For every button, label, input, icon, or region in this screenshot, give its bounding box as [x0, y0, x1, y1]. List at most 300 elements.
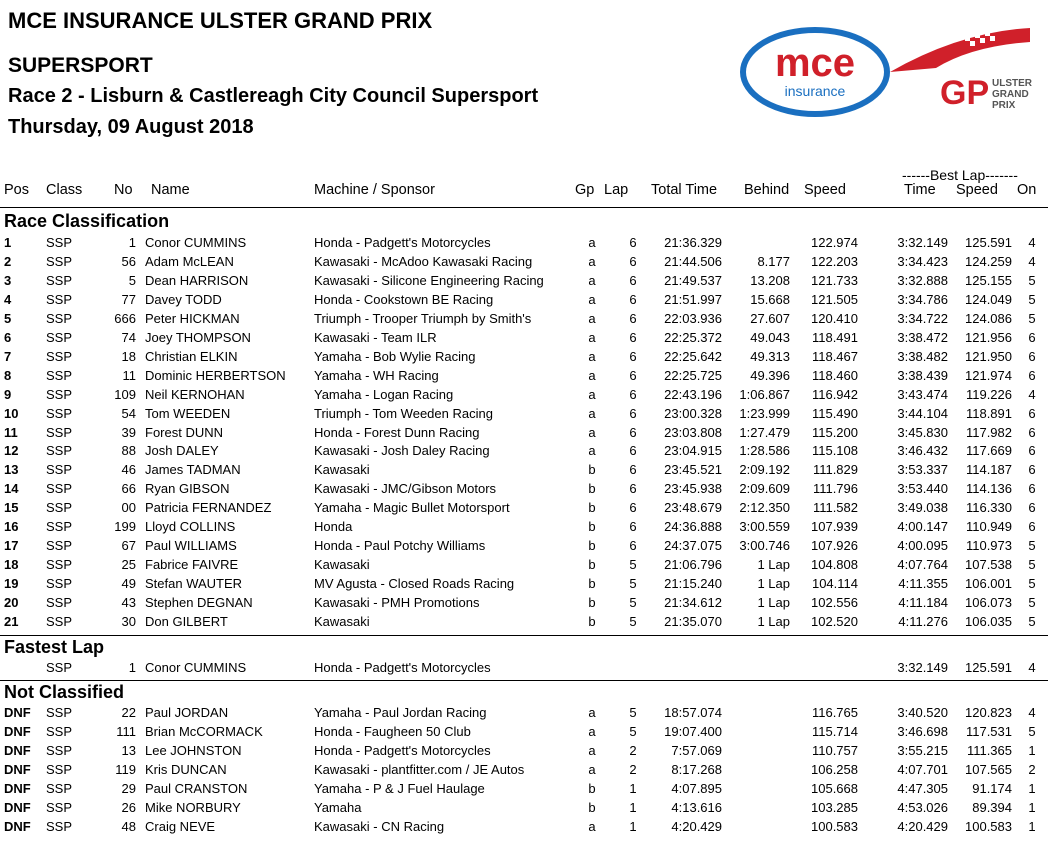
cell-no: 22 — [121, 705, 136, 720]
cell-on: 5 — [1028, 291, 1036, 307]
cell-name: Conor CUMMINS — [145, 235, 247, 250]
cell-speed: 111.796 — [812, 481, 858, 497]
cell-bl-speed: 110.973 — [965, 538, 1012, 554]
cell-lap: 6 — [629, 272, 637, 288]
cell-bl-time: 3:44.104 — [897, 405, 948, 421]
table-row — [0, 660, 1048, 679]
cell-cls: SSP — [46, 253, 73, 269]
rule-fastest — [0, 635, 1048, 636]
col-total: Total Time — [651, 182, 718, 198]
cell-name: Adam McLEAN — [145, 253, 234, 269]
cell-bl-time: 4:11.184 — [898, 595, 948, 611]
table-row — [0, 538, 1048, 557]
cell-bl-time: 4:47.305 — [897, 781, 948, 796]
cell-no: 67 — [121, 538, 136, 554]
cell-lap: 5 — [629, 576, 637, 592]
cell-bl-time: 4:20.429 — [897, 819, 948, 834]
cell-pos: 1 — [4, 235, 12, 250]
cell-speed: 106.258 — [811, 762, 858, 777]
cell-cls: SSP — [46, 424, 73, 440]
cell-name: Stefan WAUTER — [145, 576, 243, 592]
cell-bl-time: 3:32.888 — [897, 272, 948, 288]
cell-name: Paul WILLIAMS — [145, 538, 237, 554]
cell-bl-speed: 107.538 — [965, 557, 1012, 573]
best-lap-group-header: ------Best Lap------- — [902, 167, 1018, 183]
cell-pos: 16 — [4, 519, 19, 535]
race-date: Thursday, 09 August 2018 — [8, 116, 254, 138]
cell-bl-speed: 106.001 — [965, 576, 1012, 592]
logo-gp-text: GP — [940, 74, 990, 112]
cell-on: 4 — [1028, 705, 1036, 720]
cell-total: 21:15.240 — [664, 576, 722, 592]
col-no: No — [114, 182, 133, 198]
cell-total: 22:25.725 — [664, 367, 722, 383]
cell-pos: 3 — [4, 272, 12, 288]
cell-cls: SSP — [46, 405, 73, 421]
cell-cls: SSP — [46, 329, 73, 345]
rule-not-classified — [0, 680, 1048, 681]
cell-cls: SSP — [46, 724, 73, 739]
cell-on: 1 — [1028, 800, 1036, 815]
cell-name: Stephen DEGNAN — [145, 595, 253, 611]
col-lap: Lap — [604, 182, 629, 198]
cell-machine: Kawasaki - Silicone Engineering Racing — [314, 272, 544, 288]
cell-lap: 1 — [629, 800, 637, 815]
cell-no: 88 — [121, 443, 136, 459]
cell-no: 39 — [121, 424, 136, 440]
cell-cls: SSP — [46, 500, 73, 516]
cell-gp: a — [588, 272, 596, 288]
cell-pos: 6 — [4, 329, 12, 345]
cell-speed: 116.942 — [811, 386, 858, 402]
cell-lap: 5 — [629, 557, 637, 573]
cell-machine: Triumph - Tom Weeden Racing — [314, 405, 493, 421]
table-row — [0, 481, 1048, 500]
cell-total: 4:13.616 — [671, 800, 722, 815]
cell-lap: 2 — [629, 762, 637, 777]
cell-gp: a — [588, 424, 596, 440]
logo-prix-text: PRIX — [992, 100, 1016, 111]
cell-no: 74 — [121, 329, 136, 345]
col-behind: Behind — [744, 182, 790, 198]
cell-gp: a — [588, 405, 596, 421]
cell-name: Mike NORBURY — [145, 800, 241, 815]
cell-name: Lee JOHNSTON — [145, 743, 242, 758]
cell-name: Peter HICKMAN — [145, 310, 240, 326]
cell-name: Joey THOMPSON — [145, 329, 251, 345]
cell-total: 23:03.808 — [664, 424, 722, 440]
cell-speed: 102.556 — [811, 595, 858, 611]
cell-machine: Triumph - Trooper Triumph by Smith's — [314, 310, 532, 326]
cell-cls: SSP — [46, 291, 73, 307]
table-row — [0, 443, 1048, 462]
section-not-classified: Not Classified — [4, 682, 125, 702]
cell-name: Forest DUNN — [145, 424, 224, 440]
cell-behind: 2:09.192 — [739, 462, 790, 478]
cell-bl-speed: 124.049 — [965, 291, 1012, 307]
cell-machine: Honda - Padgett's Motorcycles — [314, 235, 491, 250]
rule-race — [0, 207, 1048, 208]
class-title: SUPERSPORT — [8, 54, 153, 77]
cell-total: 19:07.400 — [664, 724, 722, 739]
cell-bl-time: 3:49.038 — [897, 500, 948, 516]
cell-name: Tom WEEDEN — [145, 405, 231, 421]
table-row — [0, 705, 1048, 724]
cell-on: 6 — [1028, 329, 1036, 345]
cell-bl-speed: 117.531 — [965, 724, 1012, 739]
cell-speed: 104.808 — [811, 557, 858, 573]
cell-cls: SSP — [46, 519, 73, 535]
cell-total: 21:49.537 — [664, 272, 722, 288]
cell-no: 00 — [121, 500, 136, 516]
cell-pos: 5 — [4, 310, 12, 326]
cell-cls: SSP — [46, 367, 73, 383]
cell-no: 30 — [121, 614, 136, 629]
cell-lap: 6 — [629, 500, 637, 516]
cell-lap: 6 — [629, 310, 637, 326]
cell-gp: b — [588, 800, 596, 815]
cell-no: 29 — [121, 781, 136, 796]
cell-cls: SSP — [46, 762, 73, 777]
cell-bl-speed: 124.259 — [965, 253, 1012, 269]
cell-lap: 6 — [629, 367, 637, 383]
cell-lap: 5 — [629, 595, 637, 611]
cell-speed: 116.765 — [811, 705, 858, 720]
col-pos: Pos — [4, 182, 29, 198]
cell-pos: DNF — [4, 762, 31, 777]
cell-speed: 118.467 — [811, 348, 858, 364]
cell-cls: SSP — [46, 660, 73, 675]
cell-total: 23:04.915 — [664, 443, 722, 459]
cell-speed: 107.926 — [811, 538, 858, 554]
cell-bl-speed: 121.974 — [965, 367, 1012, 383]
cell-cls: SSP — [46, 272, 73, 288]
cell-no: 18 — [121, 348, 136, 364]
cell-speed: 121.733 — [811, 272, 858, 288]
cell-total: 21:34.612 — [664, 595, 722, 611]
table-row — [0, 781, 1048, 800]
cell-lap: 6 — [629, 235, 637, 250]
cell-bl-time: 3:53.440 — [897, 481, 948, 497]
cell-no: 666 — [114, 310, 136, 326]
cell-gp: a — [588, 291, 596, 307]
cell-lap: 5 — [629, 705, 637, 720]
col-bl-time: Time — [904, 182, 936, 198]
cell-gp: b — [588, 781, 596, 796]
cell-lap: 1 — [629, 819, 637, 834]
cell-cls: SSP — [46, 614, 73, 629]
cell-cls: SSP — [46, 386, 73, 402]
cell-machine: Kawasaki — [314, 614, 370, 629]
cell-behind: 8.177 — [757, 253, 790, 269]
cell-on: 6 — [1028, 405, 1036, 421]
cell-bl-speed: 106.073 — [965, 595, 1012, 611]
cell-cls: SSP — [46, 819, 73, 834]
cell-machine: Honda — [314, 519, 353, 535]
cell-on: 5 — [1028, 724, 1036, 739]
cell-total: 21:44.506 — [664, 253, 722, 269]
cell-machine: Kawasaki — [314, 557, 370, 573]
cell-bl-time: 3:38.482 — [897, 348, 948, 364]
table-row — [0, 557, 1048, 576]
section-race-classification: Race Classification — [4, 211, 170, 231]
cell-gp: b — [588, 557, 596, 573]
cell-speed: 111.829 — [812, 462, 858, 478]
cell-total: 24:36.888 — [664, 519, 722, 535]
table-row — [0, 614, 1048, 633]
cell-cls: SSP — [46, 743, 73, 758]
cell-bl-speed: 111.365 — [966, 743, 1012, 758]
cell-lap: 2 — [629, 743, 637, 758]
cell-speed: 111.582 — [812, 500, 858, 516]
cell-total: 4:07.895 — [671, 781, 722, 796]
table-row — [0, 311, 1048, 330]
logo-grand-text: GRAND — [992, 89, 1029, 100]
cell-cls: SSP — [46, 235, 73, 250]
cell-name: Craig NEVE — [145, 819, 216, 834]
cell-behind: 3:00.559 — [739, 519, 790, 535]
cell-total: 22:43.196 — [664, 386, 722, 402]
cell-bl-time: 3:45.830 — [897, 424, 948, 440]
cell-total: 23:45.521 — [664, 462, 722, 478]
cell-bl-speed: 125.591 — [965, 660, 1012, 675]
cell-lap: 5 — [629, 724, 637, 739]
cell-pos: DNF — [4, 724, 31, 739]
cell-machine: Honda - Forest Dunn Racing — [314, 424, 480, 440]
cell-bl-speed: 114.187 — [965, 462, 1012, 478]
cell-lap: 6 — [629, 481, 637, 497]
cell-no: 111 — [116, 724, 136, 739]
cell-bl-speed: 117.982 — [965, 424, 1012, 440]
cell-pos: 7 — [4, 348, 12, 364]
cell-pos: DNF — [4, 819, 31, 834]
cell-pos: 14 — [4, 481, 19, 497]
cell-on: 6 — [1028, 481, 1036, 497]
cell-machine: Yamaha - Logan Racing — [314, 386, 454, 402]
cell-speed: 121.505 — [811, 291, 858, 307]
cell-no: 48 — [121, 819, 136, 834]
cell-behind: 2:09.609 — [739, 481, 790, 497]
cell-name: Ryan GIBSON — [145, 481, 230, 497]
cell-on: 1 — [1028, 819, 1036, 834]
col-name: Name — [151, 182, 190, 198]
cell-bl-time: 4:00.147 — [897, 519, 948, 535]
cell-gp: a — [588, 724, 596, 739]
cell-machine: Yamaha - P & J Fuel Haulage — [314, 781, 485, 796]
cell-pos: DNF — [4, 743, 31, 758]
cell-on: 4 — [1028, 386, 1036, 402]
cell-lap: 6 — [629, 386, 637, 402]
cell-gp: a — [588, 819, 596, 834]
cell-gp: b — [588, 481, 596, 497]
cell-total: 18:57.074 — [664, 705, 722, 720]
table-row — [0, 595, 1048, 614]
cell-pos: DNF — [4, 705, 31, 720]
cell-cls: SSP — [46, 705, 73, 720]
cell-pos: 18 — [4, 557, 19, 573]
cell-lap: 6 — [629, 443, 637, 459]
cell-cls: SSP — [46, 538, 73, 554]
cell-gp: a — [588, 386, 596, 402]
cell-name: Kris DUNCAN — [145, 762, 227, 777]
cell-on: 5 — [1028, 576, 1036, 592]
cell-name: Davey TODD — [145, 291, 222, 307]
table-row — [0, 819, 1048, 838]
cell-machine: Yamaha - WH Racing — [314, 367, 439, 383]
cell-name: Paul JORDAN — [145, 705, 229, 720]
cell-machine: Kawasaki - PMH Promotions — [314, 595, 480, 611]
cell-lap: 6 — [629, 424, 637, 440]
cell-cls: SSP — [46, 462, 73, 478]
cell-no: 26 — [121, 800, 136, 815]
cell-name: James TADMAN — [145, 462, 241, 478]
cell-behind: 1 Lap — [757, 614, 790, 629]
cell-no: 13 — [121, 743, 136, 758]
cell-bl-speed: 114.136 — [965, 481, 1012, 497]
table-row — [0, 292, 1048, 311]
cell-on: 6 — [1028, 367, 1036, 383]
cell-bl-time: 3:46.432 — [897, 443, 948, 459]
event-title: MCE INSURANCE ULSTER GRAND PRIX — [8, 8, 433, 33]
cell-total: 22:25.642 — [664, 348, 722, 364]
cell-pos: 10 — [4, 405, 19, 421]
cell-speed: 115.714 — [811, 724, 858, 739]
table-row — [0, 762, 1048, 781]
cell-bl-time: 4:11.276 — [898, 614, 948, 629]
cell-cls: SSP — [46, 481, 73, 497]
col-speed: Speed — [804, 182, 846, 198]
cell-on: 5 — [1028, 272, 1036, 288]
cell-bl-speed: 125.591 — [965, 235, 1012, 250]
cell-machine: Honda - Padgett's Motorcycles — [314, 660, 491, 675]
cell-gp: a — [588, 253, 596, 269]
logo-mce-text: mce — [774, 41, 856, 85]
cell-lap: 6 — [629, 538, 637, 554]
cell-total: 24:37.075 — [664, 538, 722, 554]
cell-machine: Yamaha - Magic Bullet Motorsport — [314, 500, 510, 516]
cell-on: 1 — [1028, 781, 1036, 796]
cell-machine: Yamaha - Bob Wylie Racing — [314, 348, 476, 364]
col-gp: Gp — [575, 182, 595, 198]
cell-name: Don GILBERT — [145, 614, 228, 629]
cell-bl-time: 4:00.095 — [897, 538, 948, 554]
cell-lap: 1 — [629, 781, 637, 796]
cell-no: 109 — [114, 386, 136, 402]
cell-machine: Kawasaki — [314, 462, 370, 478]
cell-bl-speed: 119.226 — [965, 386, 1012, 402]
table-row — [0, 425, 1048, 444]
cell-name: Patricia FERNANDEZ — [145, 500, 272, 516]
cell-speed: 103.285 — [811, 800, 858, 815]
cell-machine: Honda - Faugheen 50 Club — [314, 724, 471, 739]
cell-behind: 15.668 — [750, 291, 790, 307]
col-class: Class — [46, 182, 83, 198]
cell-on: 4 — [1028, 235, 1036, 250]
cell-no: 56 — [121, 253, 136, 269]
cell-no: 25 — [121, 557, 136, 573]
table-row — [0, 254, 1048, 273]
cell-gp: a — [588, 367, 596, 383]
cell-name: Dominic HERBERTSON — [145, 367, 286, 383]
cell-behind: 1 Lap — [757, 576, 790, 592]
cell-total: 21:36.329 — [664, 235, 722, 250]
cell-cls: SSP — [46, 310, 73, 326]
cell-lap: 5 — [629, 614, 637, 629]
cell-on: 5 — [1028, 557, 1036, 573]
cell-no: 11 — [122, 367, 136, 383]
cell-bl-speed: 91.174 — [972, 781, 1012, 796]
cell-behind: 1:23.999 — [739, 405, 790, 421]
cell-total: 8:17.268 — [671, 762, 722, 777]
cell-on: 6 — [1028, 519, 1036, 535]
cell-no: 119 — [115, 762, 136, 777]
cell-pos: 13 — [4, 462, 19, 478]
cell-pos: 2 — [4, 253, 12, 269]
cell-total: 21:35.070 — [664, 614, 722, 629]
cell-no: 66 — [121, 481, 136, 497]
cell-bl-time: 3:34.722 — [897, 310, 948, 326]
col-on: On — [1017, 182, 1037, 198]
cell-cls: SSP — [46, 576, 73, 592]
cell-bl-time: 3:43.474 — [897, 386, 948, 402]
cell-speed: 105.668 — [811, 781, 858, 796]
col-machine: Machine / Sponsor — [314, 182, 435, 198]
table-row — [0, 519, 1048, 538]
cell-total: 21:06.796 — [664, 557, 722, 573]
cell-behind: 49.313 — [750, 348, 790, 364]
cell-bl-speed: 125.155 — [965, 272, 1012, 288]
cell-lap: 6 — [629, 519, 637, 535]
cell-total: 22:03.936 — [664, 310, 722, 326]
cell-on: 6 — [1028, 500, 1036, 516]
cell-bl-speed: 110.949 — [965, 519, 1012, 535]
cell-cls: SSP — [46, 781, 73, 796]
race-title: Race 2 - Lisburn & Castlereagh City Council Supersport — [8, 85, 539, 107]
cell-gp: b — [588, 519, 596, 535]
cell-pos: 15 — [4, 500, 19, 516]
cell-bl-time: 4:07.764 — [897, 557, 948, 573]
cell-bl-speed: 121.950 — [965, 348, 1012, 364]
cell-gp: a — [588, 235, 596, 250]
cell-pos: 8 — [4, 367, 12, 383]
cell-name: Paul CRANSTON — [145, 781, 248, 796]
cell-gp: a — [588, 443, 596, 459]
cell-no: 1 — [128, 660, 136, 675]
cell-bl-time: 3:38.472 — [897, 329, 948, 345]
cell-machine: Yamaha — [314, 800, 362, 815]
cell-pos: 20 — [4, 595, 19, 611]
cell-gp: a — [588, 329, 596, 345]
cell-total: 4:20.429 — [671, 819, 722, 834]
cell-behind: 1 Lap — [757, 557, 790, 573]
cell-on: 5 — [1028, 538, 1036, 554]
cell-behind: 49.396 — [750, 367, 790, 383]
cell-name: Brian McCORMACK — [145, 724, 263, 739]
cell-bl-time: 4:11.355 — [898, 576, 948, 592]
cell-gp: a — [588, 705, 596, 720]
cell-pos: 9 — [4, 386, 12, 402]
cell-bl-speed: 106.035 — [965, 614, 1012, 629]
table-row — [0, 576, 1048, 595]
cell-gp: b — [588, 614, 596, 629]
table-row — [0, 462, 1048, 481]
cell-speed: 122.974 — [811, 235, 858, 250]
cell-speed: 102.520 — [811, 614, 858, 629]
cell-bl-speed: 117.669 — [965, 443, 1012, 459]
cell-bl-speed: 118.891 — [965, 405, 1012, 421]
cell-cls: SSP — [46, 595, 73, 611]
logo-insurance-text: insurance — [784, 83, 846, 99]
